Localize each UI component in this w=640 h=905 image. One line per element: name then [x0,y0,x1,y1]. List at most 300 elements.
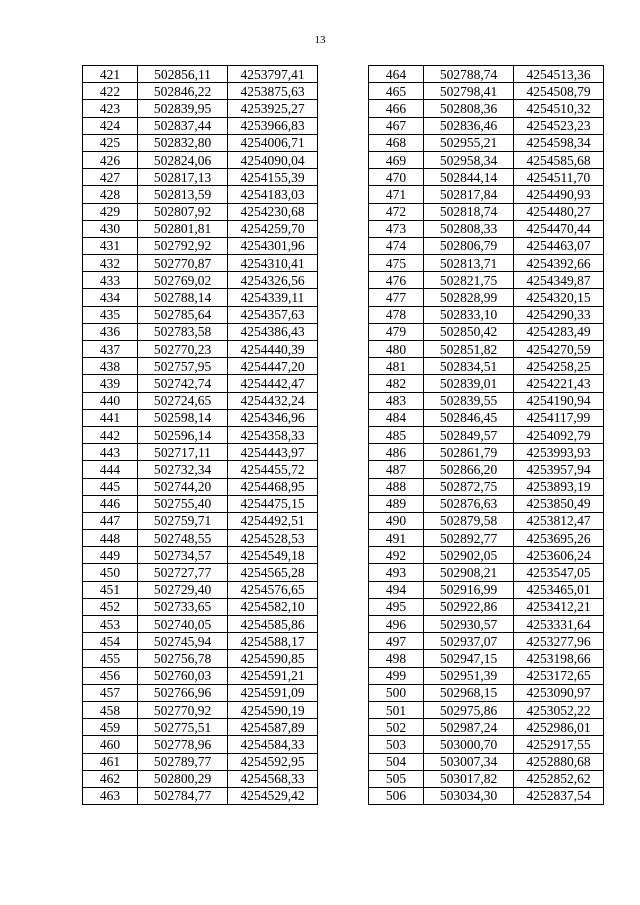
table-row [83,169,318,186]
table-row [369,633,604,650]
table-row [369,495,604,512]
y-coordinate-cell: 4254283,49 [514,323,604,340]
table-row [369,83,604,100]
x-coordinate-cell: 502947,15 [424,650,514,667]
table-row [83,306,318,323]
table-row [83,633,318,650]
x-coordinate-cell: 502955,21 [424,134,514,151]
table-row [369,66,604,83]
x-coordinate-cell: 503017,82 [424,770,514,787]
point-number-cell: 474 [369,237,424,254]
x-coordinate-cell: 502846,22 [138,83,228,100]
point-number-cell: 482 [369,375,424,392]
point-number-cell: 494 [369,581,424,598]
table-row [369,650,604,667]
y-coordinate-cell: 4253875,63 [228,83,318,100]
x-coordinate-cell: 502839,95 [138,100,228,117]
y-coordinate-cell: 4254529,42 [228,787,318,804]
y-coordinate-cell: 4253925,27 [228,100,318,117]
point-number-cell: 421 [83,66,138,83]
table-row [369,306,604,323]
x-coordinate-cell: 502798,41 [424,83,514,100]
y-coordinate-cell: 4253966,83 [228,117,318,134]
y-coordinate-cell: 4253547,05 [514,564,604,581]
table-row [369,409,604,426]
table-row [369,581,604,598]
y-coordinate-cell: 4254475,15 [228,495,318,512]
table-row [369,547,604,564]
point-number-cell: 504 [369,753,424,770]
x-coordinate-cell: 502851,82 [424,341,514,358]
x-coordinate-cell: 502808,36 [424,100,514,117]
table-row [83,736,318,753]
point-number-cell: 445 [83,478,138,495]
y-coordinate-cell: 4254480,27 [514,203,604,220]
x-coordinate-cell: 502818,74 [424,203,514,220]
x-coordinate-cell: 502922,86 [424,598,514,615]
y-coordinate-cell: 4253198,66 [514,650,604,667]
y-coordinate-cell: 4254490,93 [514,186,604,203]
table-row [83,719,318,736]
y-coordinate-cell: 4254591,21 [228,667,318,684]
x-coordinate-cell: 502834,51 [424,358,514,375]
point-number-cell: 436 [83,323,138,340]
x-coordinate-cell: 502717,11 [138,444,228,461]
x-coordinate-cell: 502813,71 [424,255,514,272]
x-coordinate-cell: 502789,77 [138,753,228,770]
x-coordinate-cell: 502729,40 [138,581,228,598]
point-number-cell: 443 [83,444,138,461]
point-number-cell: 457 [83,684,138,701]
x-coordinate-cell: 502806,79 [424,237,514,254]
y-coordinate-cell: 4254513,36 [514,66,604,83]
point-number-cell: 432 [83,255,138,272]
table-row [83,650,318,667]
table-row [83,616,318,633]
table-row [369,255,604,272]
y-coordinate-cell: 4254576,65 [228,581,318,598]
point-number-cell: 488 [369,478,424,495]
y-coordinate-cell: 4254447,20 [228,358,318,375]
x-coordinate-cell: 502958,34 [424,151,514,168]
x-coordinate-cell: 502808,33 [424,220,514,237]
point-number-cell: 428 [83,186,138,203]
x-coordinate-cell: 502849,57 [424,426,514,443]
table-row [369,684,604,701]
x-coordinate-cell: 502951,39 [424,667,514,684]
x-coordinate-cell: 502916,99 [424,581,514,598]
table-row [83,495,318,512]
table-row [83,564,318,581]
point-number-cell: 435 [83,306,138,323]
point-number-cell: 427 [83,169,138,186]
point-number-cell: 433 [83,272,138,289]
x-coordinate-cell: 502930,57 [424,616,514,633]
y-coordinate-cell: 4254258,25 [514,358,604,375]
point-number-cell: 461 [83,753,138,770]
point-number-cell: 449 [83,547,138,564]
x-coordinate-cell: 502732,34 [138,461,228,478]
y-coordinate-cell: 4254582,10 [228,598,318,615]
point-number-cell: 426 [83,151,138,168]
x-coordinate-cell: 502770,87 [138,255,228,272]
table-row [369,461,604,478]
point-number-cell: 434 [83,289,138,306]
y-coordinate-cell: 4252837,54 [514,787,604,804]
y-coordinate-cell: 4254568,33 [228,770,318,787]
x-coordinate-cell: 502784,77 [138,787,228,804]
y-coordinate-cell: 4254508,79 [514,83,604,100]
table-row [369,375,604,392]
x-coordinate-cell: 502757,95 [138,358,228,375]
x-coordinate-cell: 502756,78 [138,650,228,667]
y-coordinate-cell: 4253090,97 [514,684,604,701]
y-coordinate-cell: 4254310,41 [228,255,318,272]
point-number-cell: 465 [369,83,424,100]
x-coordinate-cell: 503000,70 [424,736,514,753]
point-number-cell: 485 [369,426,424,443]
x-coordinate-cell: 502785,64 [138,306,228,323]
y-coordinate-cell: 4254346,96 [228,409,318,426]
y-coordinate-cell: 4253893,19 [514,478,604,495]
point-number-cell: 438 [83,358,138,375]
y-coordinate-cell: 4254183,03 [228,186,318,203]
point-number-cell: 478 [369,306,424,323]
point-number-cell: 431 [83,237,138,254]
point-number-cell: 450 [83,564,138,581]
x-coordinate-cell: 502821,75 [424,272,514,289]
y-coordinate-cell: 4253957,94 [514,461,604,478]
y-coordinate-cell: 4253277,96 [514,633,604,650]
y-coordinate-cell: 4253331,64 [514,616,604,633]
point-number-cell: 487 [369,461,424,478]
table-row [369,753,604,770]
y-coordinate-cell: 4254349,87 [514,272,604,289]
table-row [83,323,318,340]
y-coordinate-cell: 4254392,66 [514,255,604,272]
point-number-cell: 453 [83,616,138,633]
table-row [83,667,318,684]
x-coordinate-cell: 502775,51 [138,719,228,736]
y-coordinate-cell: 4254006,71 [228,134,318,151]
point-number-cell: 444 [83,461,138,478]
point-number-cell: 506 [369,787,424,804]
point-number-cell: 486 [369,444,424,461]
point-number-cell: 425 [83,134,138,151]
table-row [369,444,604,461]
point-number-cell: 464 [369,66,424,83]
point-number-cell: 483 [369,392,424,409]
y-coordinate-cell: 4254592,95 [228,753,318,770]
x-coordinate-cell: 502596,14 [138,426,228,443]
point-number-cell: 495 [369,598,424,615]
x-coordinate-cell: 502734,57 [138,547,228,564]
point-number-cell: 480 [369,341,424,358]
table-row [369,220,604,237]
x-coordinate-cell: 502968,15 [424,684,514,701]
table-row [83,358,318,375]
x-coordinate-cell: 502861,79 [424,444,514,461]
x-coordinate-cell: 502748,55 [138,530,228,547]
y-coordinate-cell: 4254565,28 [228,564,318,581]
y-coordinate-cell: 4254443,97 [228,444,318,461]
y-coordinate-cell: 4254470,44 [514,220,604,237]
x-coordinate-cell: 502755,40 [138,495,228,512]
point-number-cell: 439 [83,375,138,392]
table-row [83,684,318,701]
table-row [83,444,318,461]
y-coordinate-cell: 4254587,89 [228,719,318,736]
x-coordinate-cell: 503034,30 [424,787,514,804]
table-row [369,564,604,581]
x-coordinate-cell: 502760,03 [138,667,228,684]
table-row [369,392,604,409]
x-coordinate-cell: 502837,44 [138,117,228,134]
x-coordinate-cell: 502744,20 [138,478,228,495]
table-row [83,530,318,547]
x-coordinate-cell: 502846,45 [424,409,514,426]
x-coordinate-cell: 502770,92 [138,701,228,718]
x-coordinate-cell: 502902,05 [424,547,514,564]
table-row [83,787,318,804]
x-coordinate-cell: 502759,71 [138,512,228,529]
x-coordinate-cell: 502766,96 [138,684,228,701]
table-row [369,134,604,151]
table-row [369,151,604,168]
point-number-cell: 468 [369,134,424,151]
point-number-cell: 429 [83,203,138,220]
point-number-cell: 490 [369,512,424,529]
table-row [83,203,318,220]
point-number-cell: 481 [369,358,424,375]
y-coordinate-cell: 4254585,86 [228,616,318,633]
x-coordinate-cell: 502872,75 [424,478,514,495]
table-row [369,616,604,633]
y-coordinate-cell: 4254230,68 [228,203,318,220]
table-row [369,736,604,753]
table-row [83,83,318,100]
x-coordinate-cell: 502879,58 [424,512,514,529]
point-number-cell: 496 [369,616,424,633]
table-row [83,66,318,83]
y-coordinate-cell: 4254270,59 [514,341,604,358]
point-number-cell: 452 [83,598,138,615]
point-number-cell: 446 [83,495,138,512]
y-coordinate-cell: 4253412,21 [514,598,604,615]
y-coordinate-cell: 4254290,33 [514,306,604,323]
y-coordinate-cell: 4254523,23 [514,117,604,134]
x-coordinate-cell: 502770,23 [138,341,228,358]
y-coordinate-cell: 4254590,85 [228,650,318,667]
x-coordinate-cell: 502727,77 [138,564,228,581]
x-coordinate-cell: 502792,92 [138,237,228,254]
table-row [369,787,604,804]
x-coordinate-cell: 502824,06 [138,151,228,168]
point-number-cell: 484 [369,409,424,426]
y-coordinate-cell: 4254584,33 [228,736,318,753]
page-number: 13 [314,34,326,46]
table-row [369,272,604,289]
x-coordinate-cell: 502807,92 [138,203,228,220]
y-coordinate-cell: 4254511,70 [514,169,604,186]
y-coordinate-cell: 4254549,18 [228,547,318,564]
coordinates-table-right [368,65,604,805]
y-coordinate-cell: 4253850,49 [514,495,604,512]
point-number-cell: 499 [369,667,424,684]
point-number-cell: 463 [83,787,138,804]
point-number-cell: 458 [83,701,138,718]
x-coordinate-cell: 502778,96 [138,736,228,753]
table-row [83,770,318,787]
point-number-cell: 471 [369,186,424,203]
point-number-cell: 442 [83,426,138,443]
x-coordinate-cell: 502740,05 [138,616,228,633]
y-coordinate-cell: 4254357,63 [228,306,318,323]
table-row [369,117,604,134]
point-number-cell: 460 [83,736,138,753]
point-number-cell: 493 [369,564,424,581]
point-number-cell: 441 [83,409,138,426]
y-coordinate-cell: 4254221,43 [514,375,604,392]
y-coordinate-cell: 4254092,79 [514,426,604,443]
table-row [83,512,318,529]
x-coordinate-cell: 502783,58 [138,323,228,340]
table-row [369,341,604,358]
table-row [83,547,318,564]
y-coordinate-cell: 4254590,19 [228,701,318,718]
x-coordinate-cell: 502733,65 [138,598,228,615]
coordinates-table-left [82,65,318,805]
x-coordinate-cell: 502975,86 [424,701,514,718]
table-row [369,512,604,529]
point-number-cell: 462 [83,770,138,787]
table-row [83,186,318,203]
point-number-cell: 440 [83,392,138,409]
y-coordinate-cell: 4254339,11 [228,289,318,306]
table-row [83,220,318,237]
y-coordinate-cell: 4252852,62 [514,770,604,787]
y-coordinate-cell: 4254588,17 [228,633,318,650]
table-row [369,358,604,375]
y-coordinate-cell: 4253695,26 [514,530,604,547]
y-coordinate-cell: 4254455,72 [228,461,318,478]
point-number-cell: 473 [369,220,424,237]
x-coordinate-cell: 502832,80 [138,134,228,151]
y-coordinate-cell: 4254326,56 [228,272,318,289]
x-coordinate-cell: 502788,74 [424,66,514,83]
x-coordinate-cell: 502813,59 [138,186,228,203]
y-coordinate-cell: 4253172,65 [514,667,604,684]
table-row [369,667,604,684]
point-number-cell: 447 [83,512,138,529]
point-number-cell: 503 [369,736,424,753]
point-number-cell: 469 [369,151,424,168]
point-number-cell: 448 [83,530,138,547]
x-coordinate-cell: 502769,02 [138,272,228,289]
x-coordinate-cell: 502856,11 [138,66,228,83]
table-row [83,478,318,495]
x-coordinate-cell: 502598,14 [138,409,228,426]
table-row [83,701,318,718]
table-row [83,117,318,134]
point-number-cell: 437 [83,341,138,358]
point-number-cell: 505 [369,770,424,787]
table-row [83,134,318,151]
y-coordinate-cell: 4254598,34 [514,134,604,151]
point-number-cell: 422 [83,83,138,100]
point-number-cell: 454 [83,633,138,650]
table-row [369,186,604,203]
y-coordinate-cell: 4254591,09 [228,684,318,701]
table-row [83,461,318,478]
table-row [83,341,318,358]
point-number-cell: 479 [369,323,424,340]
table-row [83,409,318,426]
table-row [369,169,604,186]
y-coordinate-cell: 4254468,95 [228,478,318,495]
x-coordinate-cell: 502839,55 [424,392,514,409]
table-row [369,478,604,495]
x-coordinate-cell: 502937,07 [424,633,514,650]
y-coordinate-cell: 4253606,24 [514,547,604,564]
y-coordinate-cell: 4254386,43 [228,323,318,340]
x-coordinate-cell: 502745,94 [138,633,228,650]
x-coordinate-cell: 502866,20 [424,461,514,478]
table-row [369,426,604,443]
x-coordinate-cell: 502850,42 [424,323,514,340]
y-coordinate-cell: 4254432,24 [228,392,318,409]
table-row [83,753,318,770]
point-number-cell: 451 [83,581,138,598]
y-coordinate-cell: 4254155,39 [228,169,318,186]
point-number-cell: 497 [369,633,424,650]
point-number-cell: 501 [369,701,424,718]
point-number-cell: 492 [369,547,424,564]
table-row [83,598,318,615]
point-number-cell: 423 [83,100,138,117]
x-coordinate-cell: 502817,84 [424,186,514,203]
table-row [369,598,604,615]
table-row [83,392,318,409]
point-number-cell: 456 [83,667,138,684]
y-coordinate-cell: 4254320,15 [514,289,604,306]
table-row [83,426,318,443]
x-coordinate-cell: 502839,01 [424,375,514,392]
point-number-cell: 500 [369,684,424,701]
x-coordinate-cell: 503007,34 [424,753,514,770]
x-coordinate-cell: 502844,14 [424,169,514,186]
x-coordinate-cell: 502800,29 [138,770,228,787]
table-row [83,289,318,306]
x-coordinate-cell: 502987,24 [424,719,514,736]
table-row [369,530,604,547]
x-coordinate-cell: 502836,46 [424,117,514,134]
table-row [369,203,604,220]
point-number-cell: 472 [369,203,424,220]
y-coordinate-cell: 4254492,51 [228,512,318,529]
y-coordinate-cell: 4253052,22 [514,701,604,718]
x-coordinate-cell: 502833,10 [424,306,514,323]
y-coordinate-cell: 4253812,47 [514,512,604,529]
x-coordinate-cell: 502742,74 [138,375,228,392]
point-number-cell: 424 [83,117,138,134]
point-number-cell: 491 [369,530,424,547]
table-row [83,375,318,392]
table-row [369,323,604,340]
table-row [369,701,604,718]
table-row [83,581,318,598]
point-number-cell: 467 [369,117,424,134]
